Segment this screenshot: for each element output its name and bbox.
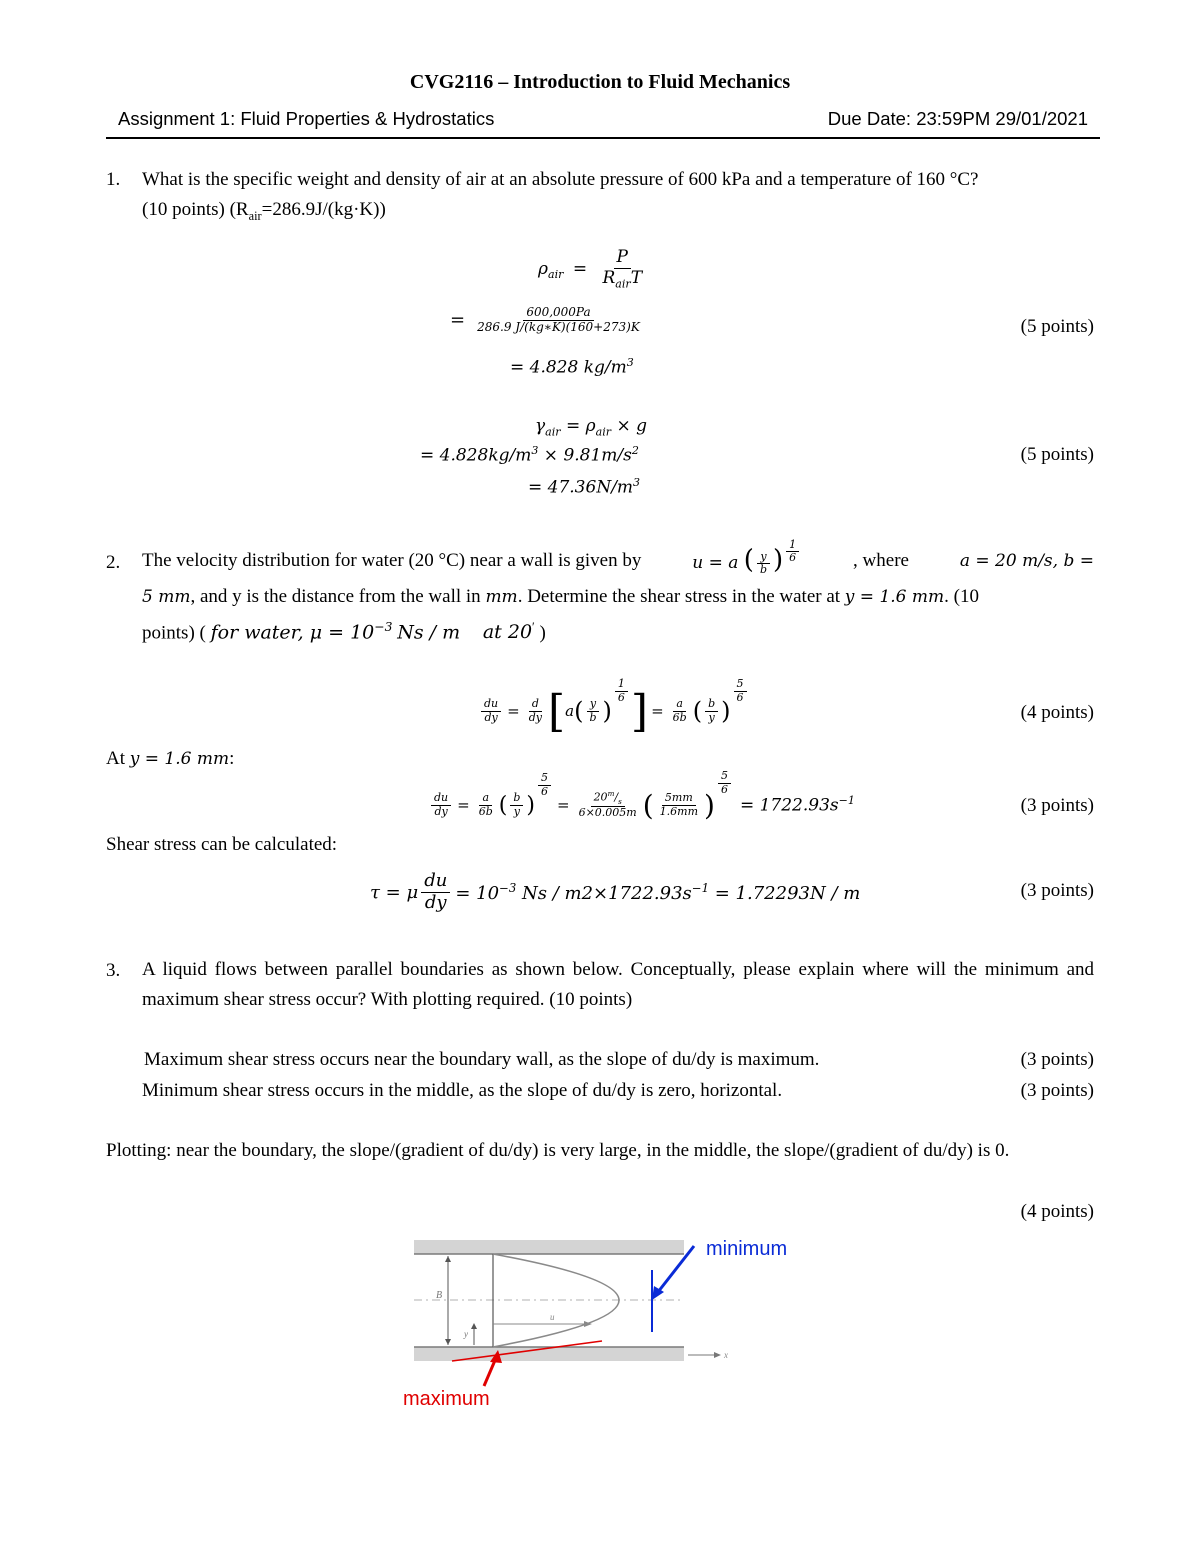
q3-number: 3. [106,960,121,981]
b-label: B [436,1290,443,1301]
maximum-label: maximum [403,1388,490,1410]
q2-at-label: At y = 1.6 mm: [106,748,235,769]
q1-density-result: = 4.828 $kg/m^3$ [510,356,634,378]
x-label: x [724,1350,728,1360]
q2-shear-label: Shear stress can be calculated: [106,834,338,855]
q1-gamma-substitution: = $4.828kg/m^3 \times 9.81m/s^2$ [420,444,639,466]
q3-min-answer: Minimum shear stress occurs in the middle, as the slope of du/dy is zero, horizontal. [142,1080,783,1101]
q3-points-max: (3 points) [1020,1049,1094,1070]
q1-number: 1. [106,169,121,190]
q2-gradient-calculation: $\frac{du}{dy}$ = $\frac{a}{6b}$ ( $\frac{b}{y}$ ) $\frac{5}{6}$ = $\frac{20^m/_s}{6\times 0.005m}$ ( $\frac{5mm}{1.6mm}$ ) $\frac{5}{6}$ = $1722.93s^{-1}$ [428,774,855,836]
q2-points-c: (3 points) [1020,880,1094,901]
q2-line3: points) ( for water, $\mu = 10^{-3}$ Ns / m at 20′ ) [142,620,546,644]
assignment-title: Assignment 1: Fluid Properties & Hydrostatics [118,108,495,129]
q1-text: What is the specific weight and density of air at an absolute pressure of 600 kPa and a temperature of 160 °C? [142,169,979,190]
q3-plotting-text: Plotting: near the boundary, the slope/(gradient of du/dy) is very large, in the middle, the slope/(gradient of du/dy) is 0. [106,1140,1010,1161]
q2-line2: 5 mm, and y is the distance from the wall in mm. Determine the shear stress in the water at y = 1.6 mm. (10 [142,586,979,607]
page-title: CVG2116 – Introduction to Fluid Mechanics [409,71,791,93]
q2-points-b: (3 points) [1020,795,1094,816]
q1-density-formula: $\rho_{air}$ = $\frac{P}{R_{air}T}$ [538,247,643,290]
q2-line1: The velocity distribution for water (20 °C) near a wall is given by u = a ( $\frac{y}{b}$ ) $^{\frac{1}{6}}$ , where a = 20 m/s, b = [142,537,1094,577]
q1-points-a: (5 points) [1020,316,1094,337]
q3-text: A liquid flows between parallel boundaries as shown below. Conceptually, please explain where will the minimum and maximum shear stress occur? With plotting required. (10 points) [142,959,1094,1010]
bottom-boundary [414,1347,684,1361]
q1-density-substitution: = $\frac{600,000Pa}{286.9 J/(kg∗K)(160+273)K}$ [450,305,640,334]
due-date: Due Date: 23:59PM 29/01/2021 [827,108,1088,129]
header-rule [106,137,1100,139]
q3-points-plot: (4 points) [1020,1201,1094,1222]
minimum-label: minimum [706,1238,788,1260]
top-boundary [414,1240,684,1254]
q3-points-min: (3 points) [1020,1080,1094,1101]
q1-text-line2: (10 points) $(R_{air}=286.9J/(kg\cdot K))$ [142,199,386,223]
y-label: y [464,1329,468,1339]
q2-shear-stress-formula: τ = μ $\frac{du}{dy}$ = $10^{-3}$ $Ns / m2\times 1722.93s^{-1} = 1.72293N / m$ [370,869,861,913]
q3-max-answer: Maximum shear stress occurs near the boundary wall, as the slope of du/dy is maximum. [144,1049,820,1070]
q1-points-b: (5 points) [1020,444,1094,465]
q1-gamma-result: = $47.36N/m^3$ [528,476,641,498]
q1-gamma-formula: $\gamma_{air} = \rho_{air} \times g$ [535,416,647,439]
q2-number: 2. [106,552,121,573]
q2-derivative-formula: $\frac{du}{dy}$ = $\frac{d}{dy}$ [ a ( $\frac{y}{b}$ ) $\frac{1}{6}$ ] = $\frac{a}{6b}$ ( $\frac{b}{y}$ ) $\frac{5}{6}$ [478,680,750,742]
u-label: u [550,1312,555,1322]
q2-points-a: (4 points) [1020,702,1094,723]
